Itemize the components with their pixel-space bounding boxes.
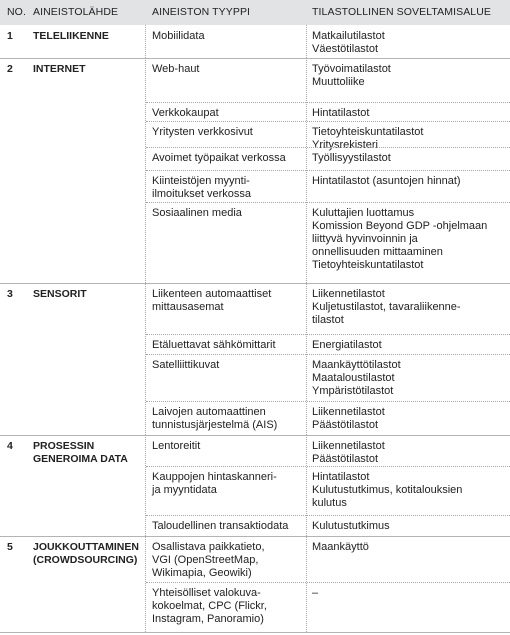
application-text: Hintatilastot [312,107,370,119]
section-source-label: INTERNET [33,63,86,75]
row-divider [146,354,510,355]
data-type-text: Laivojen automaattinen [152,406,266,418]
row-divider [146,147,510,148]
section-number: 1 [7,30,13,42]
data-type-text: Instagram, Panoramio) [152,613,264,625]
application-text: Päästötilastot [312,419,379,431]
data-type-text: Kauppojen hintaskanneri- [152,471,277,483]
header-source: AINEISTOLÄHDE [33,6,119,18]
application-text: Matkailutilastot [312,30,385,42]
section-source-label: JOUKKOUTTAMINEN [33,541,139,553]
data-type-text: Mobiilidata [152,30,205,42]
data-type-text: Etäluettavat sähkömittarit [152,339,276,351]
application-text: kulutus [312,497,347,509]
column-divider [145,536,146,632]
application-text: Energiatilastot [312,339,382,351]
section-divider [0,435,510,436]
section-divider [0,632,510,633]
header-application: TILASTOLLINEN SOVELTAMISALUE [312,6,492,18]
application-text: tilastot [312,314,344,326]
section-divider [0,536,510,537]
section-number: 4 [7,440,13,452]
application-text: Muuttoliike [312,76,365,88]
data-type-text: ja myyntidata [152,484,217,496]
row-divider [146,170,510,171]
application-text: Tietoyhteiskuntatilastot [312,126,424,138]
application-text: onnellisuuden mittaaminen [312,246,443,258]
application-text: Liikennetilastot [312,440,385,452]
column-divider [306,25,307,58]
data-type-text: ilmoitukset verkossa [152,188,252,200]
application-text: Kulutustutkimus, kotitalouksien [312,484,463,496]
application-text: Hintatilastot [312,471,370,483]
column-divider [145,435,146,536]
data-type-text: Satelliittikuvat [152,359,220,371]
application-text: Maankäyttötilastot [312,359,401,371]
section-source-label: TELELIIKENNE [33,30,109,42]
row-divider [146,582,510,583]
application-text: Kuluttajien luottamus [312,207,415,219]
column-divider [306,536,307,632]
row-divider [146,202,510,203]
row-divider [146,515,510,516]
application-text: Yritysrekisteri [312,139,379,151]
row-divider [146,334,510,335]
data-type-text: Yhteisölliset valokuva- [152,587,261,599]
data-type-text: Yritysten verkkosivut [152,126,253,138]
data-type-text: Verkkokaupat [152,107,219,119]
data-type-text: kokoelmat, CPC (Flickr, [152,600,267,612]
application-text: Maankäyttö [312,541,369,553]
data-type-text: tunnistusjärjestelmä (AIS) [152,419,278,431]
column-divider [306,283,307,435]
row-divider [146,121,510,122]
application-text: Komission Beyond GDP -ohjelmaan [312,220,488,232]
section-number: 2 [7,63,13,75]
row-divider [146,401,510,402]
application-text: Työllisyystilastot [312,152,391,164]
application-text: Työvoimatilastot [312,63,391,75]
section-divider [0,283,510,284]
data-type-text: Lentoreitit [152,440,201,452]
data-type-text: Wikimapia, Geowiki) [152,567,252,579]
data-type-text: Kiinteistöjen myynti- [152,175,250,187]
application-text: Päästötilastot [312,453,379,465]
column-divider [145,283,146,435]
data-type-text: Liikenteen automaattiset [152,288,272,300]
section-number: 5 [7,541,13,553]
row-divider [146,102,510,103]
application-text: Liikennetilastot [312,288,385,300]
header-type: AINEISTON TYYPPI [152,6,251,18]
application-text: Kuljetustilastot, tavaraliikenne- [312,301,461,313]
application-text: Hintatilastot (asuntojen hinnat) [312,175,461,187]
data-type-text: Web-haut [152,63,200,75]
column-divider [306,58,307,283]
application-text: Kulutustutkimus [312,520,390,532]
column-divider [145,25,146,58]
application-text: Ympäristötilastot [312,385,394,397]
data-type-text: Taloudellinen transaktiodata [152,520,289,532]
application-text: Tietoyhteiskuntatilastot [312,259,424,271]
application-text: Liikennetilastot [312,406,385,418]
data-type-text: Osallistava paikkatieto, [152,541,265,553]
application-text: liittyvä hyvinvoinnin ja [312,233,418,245]
section-number: 3 [7,288,13,300]
section-source-label: GENEROIMA DATA [33,453,128,465]
section-source-label: SENSORIT [33,288,87,300]
data-type-text: VGI (OpenStreetMap, [152,554,259,566]
column-divider [306,435,307,536]
data-type-text: Sosiaalinen media [152,207,242,219]
application-text: Väestötilastot [312,43,379,55]
section-source-label: (CROWDSOURCING) [33,554,138,566]
header-no: NO. [7,6,26,18]
application-text: Maataloustilastot [312,372,395,384]
data-type-text: Avoimet työpaikat verkossa [152,152,286,164]
section-source-label: PROSESSIN [33,440,95,452]
section-divider [0,58,510,59]
data-type-text: mittausasemat [152,301,224,313]
application-text: – [312,587,319,599]
column-divider [145,58,146,283]
row-divider [146,466,510,467]
